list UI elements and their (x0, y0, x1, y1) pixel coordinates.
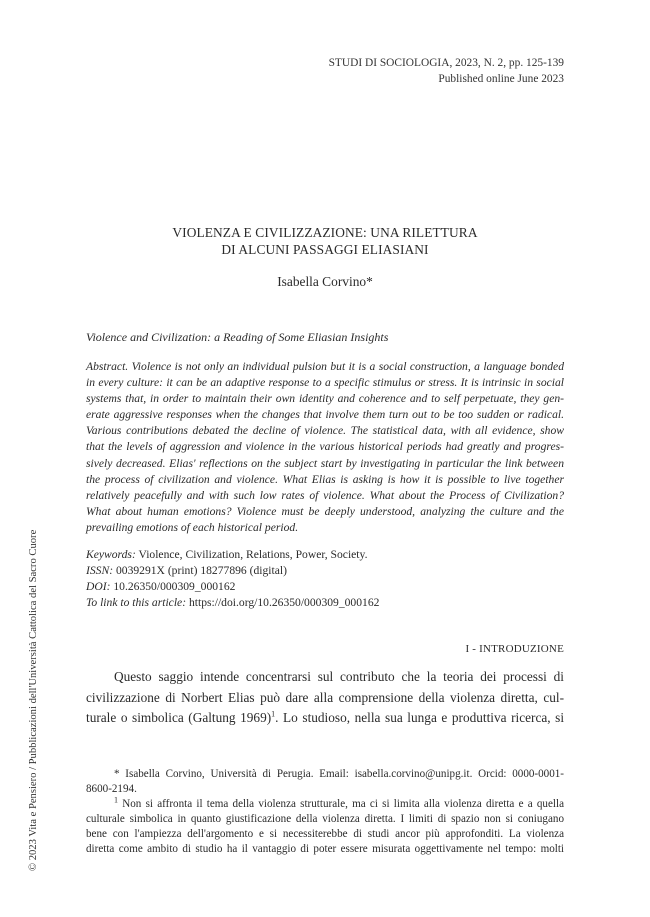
article-title (86, 224, 564, 258)
footnote-line: bene con l'ampiezza dell'argomento e si necessiterebbe di studi ancor più approfonditi. La violenza (86, 827, 564, 840)
abstract-line: systems that, in order to maintain their own identity and coherence and to self perpetuate, they gen- (86, 392, 564, 406)
abstract-line: What about human emotions? Violence must be deeply understood, analyzing the culture and the (86, 504, 564, 518)
article-metadata (86, 547, 379, 611)
title-line: VIOLENZA E CIVILIZZAZIONE: UNA RILETTURA (172, 225, 478, 240)
footnote-reference[interactable]: 1 (271, 709, 276, 719)
body-text-fragment: turale o simbolica (Galtung 1969) (86, 710, 272, 725)
article-link-label: To link to this article: (86, 596, 187, 610)
footnote-line: diretta come ambito di studio ha il vantaggio di poter essere misurata oggettivamente nel tempo: molti (86, 842, 564, 855)
abstract-line: that the levels of aggression and violence in the various historical periods had greatly and progres- (86, 440, 564, 454)
keywords (86, 547, 379, 563)
footnote-text: Non si affronta il tema della violenza strutturale, ma ci si limita alla violenza diretta e a quella (118, 797, 564, 810)
body-line: Questo saggio intende concentrarsi sul contributo che la teoria dei processi di (114, 669, 564, 684)
abstract-line: the process of civilization and violence. What Elias is asking is how it is possible to live together (86, 472, 564, 486)
author-name: Isabella Corvino* (277, 274, 373, 289)
doi (86, 579, 379, 595)
doi-value: 10.26350/000309_000162 (113, 580, 236, 594)
abstract-line: Abstract. Violence is not only an individual pulsion but it is a social construction, a language bonded (86, 360, 564, 373)
keywords-value: Violence, Civilization, Relations, Power, Society. (138, 548, 368, 561)
abstract (86, 359, 564, 536)
issn-label: ISSN: (86, 564, 114, 578)
abstract-line: sively decreased. Elias' reflections on the subject start by investigating in particular the link between (86, 456, 564, 470)
section-heading: I - INTRODUZIONE (465, 643, 564, 655)
footnote-line: 8600-2194. (86, 782, 137, 795)
body-line (86, 708, 564, 729)
issn (86, 563, 379, 579)
side-copyright: © 2023 Vita e Pensiero / Pubblicazioni dell'Università Cattolica del Sacro Cuore (28, 529, 39, 871)
footnote-line: culturale simbolica in quanto giustificazione della violenza diretta. I limiti di spazio non si coniugano (86, 812, 564, 825)
abstract-line: prevailing emotions of each historical period. (86, 520, 299, 534)
body-text-fragment: . Lo studioso, nella sua lunga e produttiva ricerca, si (275, 710, 565, 725)
abstract-line: erate aggressive responses when the changes that involve them turn out to be too sudden or radical. (86, 408, 564, 422)
footnote-line: * Isabella Corvino, Università di Perugia. Email: isabella.corvino@unipg.it. Orcid: 0000-0001- (114, 768, 564, 780)
journal-citation: STUDI DI SOCIOLOGIA, 2023, N. 2, pp. 125-139 (328, 57, 564, 69)
abstract-line: in every culture: it can be an adaptive response to a specific stimulus or stress. It is intrinsic in social (86, 376, 564, 390)
abstract-line: relatively peacefully and with such low rates of violence. What about the Process of Civilization? (86, 488, 564, 502)
keywords-label: Keywords: (86, 548, 136, 561)
journal-header (329, 55, 564, 87)
footnote-line (86, 797, 564, 812)
article-link (86, 595, 379, 611)
publication-date: Published online June 2023 (438, 73, 564, 85)
footnotes (86, 767, 564, 856)
doi-label: DOI: (86, 580, 111, 594)
body-line: civilizzazione di Norbert Elias può dare alla comprensione della violenza diretta, cul- (86, 689, 564, 705)
english-title: Violence and Civilization: a Reading of Some Eliasian Insights (86, 330, 389, 344)
article-link-url[interactable]: https://doi.org/10.26350/000309_000162 (188, 596, 380, 610)
issn-value: 0039291X (print) 18277896 (digital) (115, 564, 287, 578)
footnote-number: 1 (114, 795, 118, 805)
body-paragraph (86, 667, 564, 729)
abstract-line: Various contributions debated the decline of violence. The statistical data, with all evidence, show (86, 424, 564, 438)
title-line: DI ALCUNI PASSAGGI ELIASIANI (221, 242, 429, 257)
